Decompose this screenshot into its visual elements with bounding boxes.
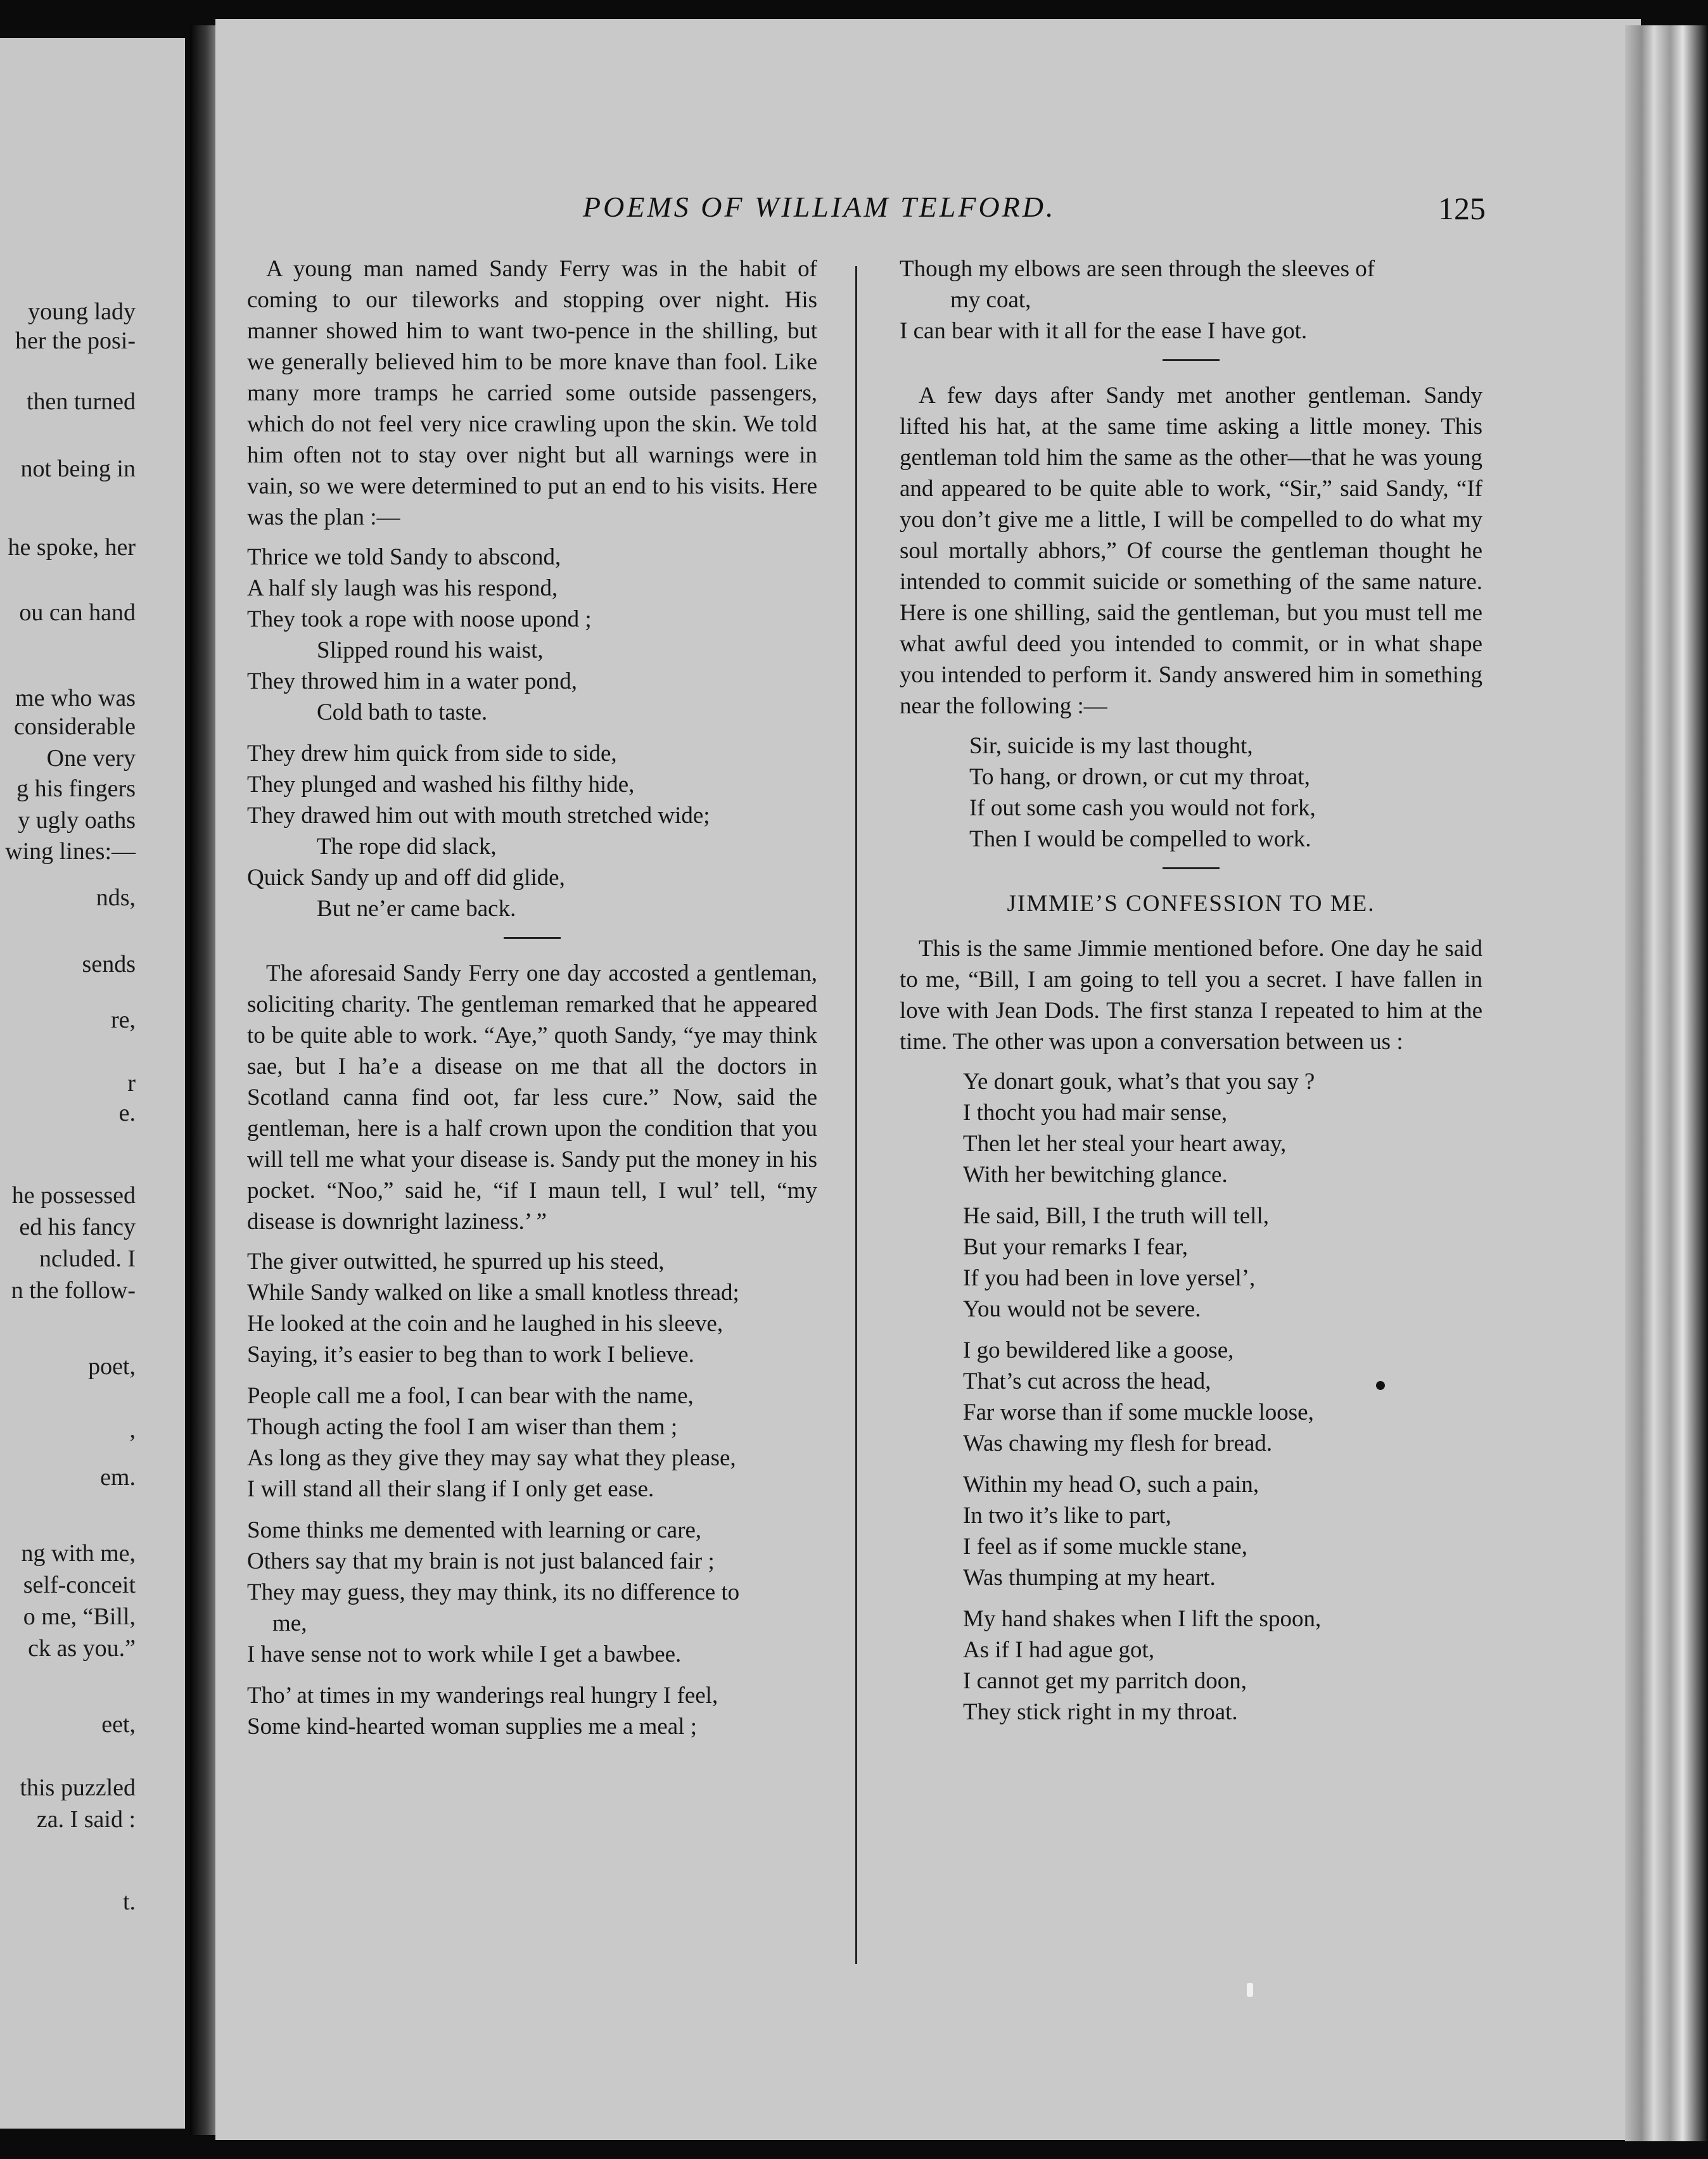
verse-line: I feel as if some muckle stane,: [963, 1534, 1247, 1560]
page-number: 125: [1438, 191, 1486, 226]
paragraph: A young man named Sandy Ferry was in the habit of coming to our tileworks and stopping over night. His manner showed him to want two-pence in the shilling, but we generally believed him to be more knave than fool. Like many more tramps he carried some outside passengers, which do not feel very nice crawling upon the skin. We told him often not to stay over night but all warnings were in vain, so we were determined to put an end to his visits. Here was the plan :—: [247, 256, 817, 530]
facing-page-fragment: o me, “Bill,: [23, 1603, 136, 1630]
verse-line: They took a rope with noose upond ;: [247, 606, 592, 632]
verse-line: Some kind-hearted woman supplies me a meal ;: [247, 1714, 698, 1740]
right-column: [900, 253, 1482, 1738]
verse-line: I go bewildered like a goose,: [963, 1337, 1234, 1363]
facing-page-fragment: One very: [46, 745, 136, 772]
verse-stanza: [900, 1335, 1482, 1459]
verse-line: I have sense not to work while I get a bawbee.: [247, 1641, 682, 1667]
verse-line: As if I had ague got,: [963, 1637, 1155, 1663]
page-stack-edge: [1625, 25, 1707, 2141]
verse-line: my coat,: [950, 287, 1031, 313]
verse-line: Others say that my brain is not just balanced fair ;: [247, 1548, 715, 1574]
verse-line: As long as they give they may say what they please,: [247, 1445, 736, 1471]
column-divider: [855, 266, 857, 1964]
verse-stanza: [247, 1246, 817, 1370]
paragraph: This is the same Jimmie mentioned before. One day he said to me, “Bill, I am going to tell you a secret. I have fallen in love with Jean Dods. The first stanza I repeated to him at the time. The other was upon a conversation between us :: [900, 936, 1482, 1055]
verse-line: My hand shakes when I lift the spoon,: [963, 1606, 1322, 1632]
verse-line: Cold bath to taste.: [317, 699, 488, 725]
facing-page-fragment: nds,: [96, 884, 136, 911]
book-gutter: [190, 25, 217, 2135]
verse-stanza: [247, 542, 817, 728]
verse-line: I can bear with it all for the ease I have got.: [900, 318, 1308, 344]
facing-page-fragment: r: [127, 1070, 136, 1097]
verse-line: I will stand all their slang if I only get ease.: [247, 1476, 654, 1502]
verse-line: Ye donart gouk, what’s that you say ?: [963, 1069, 1315, 1095]
verse-stanza: [900, 253, 1482, 347]
section-divider: [1163, 359, 1220, 361]
facing-page-fragment: t.: [122, 1888, 136, 1915]
verse-line: Saying, it’s easier to beg than to work I believe.: [247, 1342, 694, 1368]
verse-line: That’s cut across the head,: [963, 1368, 1211, 1394]
facing-page-fragment: poet,: [88, 1353, 136, 1380]
ink-speck: [1376, 1381, 1385, 1390]
verse-line: Sir, suicide is my last thought,: [969, 733, 1253, 759]
facing-page-fragment: ng with me,: [21, 1540, 136, 1567]
verse-line: He said, Bill, I the truth will tell,: [963, 1203, 1269, 1229]
verse-stanza: [900, 730, 1482, 855]
facing-page-fragment: wing lines:—: [5, 838, 136, 865]
verse-stanza: [900, 1201, 1482, 1325]
facing-page-fragment: ncluded. I: [39, 1245, 136, 1272]
verse-line: They stick right in my throat.: [963, 1699, 1238, 1725]
paragraph: A few days after Sandy met another gentleman. Sandy lifted his hat, at the same time asking a little money. This gentleman told him the same as the other—that he was young and appeared to be quite able to work, “Sir,” said Sandy, “If you don’t give me a little, I will be compelled to do what my soul mortally abhors,” Of course the gentleman thought he intended to commit suicide or something of the same nature. Here is one shilling, said the gentleman, but you must tell me what awful deed you intended to commit, or in what shape you intended to perform it. Sandy answered him in something near the following :—: [900, 383, 1482, 719]
verse-line: They throwed him in a water pond,: [247, 668, 577, 694]
facing-page-fragment: not being in: [20, 455, 136, 482]
left-column: [247, 253, 817, 1752]
facing-page-fragment: her the posi-: [15, 328, 136, 354]
verse-line: Was thumping at my heart.: [963, 1565, 1216, 1591]
verse-line: They drawed him out with mouth stretched wide;: [247, 803, 710, 829]
verse-line: With her bewitching glance.: [963, 1162, 1228, 1188]
facing-page-fragment: em.: [100, 1464, 136, 1491]
facing-page-fragment: re,: [110, 1007, 136, 1033]
verse-line: Far worse than if some muckle loose,: [963, 1399, 1314, 1425]
verse-line: In two it’s like to part,: [963, 1503, 1171, 1529]
verse-line: To hang, or drown, or cut my throat,: [969, 764, 1310, 790]
verse-stanza: [247, 738, 817, 924]
facing-page-fragment: young lady: [28, 298, 136, 325]
verse-line: A half sly laugh was his respond,: [247, 575, 558, 601]
section-divider: [504, 937, 561, 939]
verse-line: He looked at the coin and he laughed in his sleeve,: [247, 1311, 723, 1337]
facing-page-fragment: ou can hand: [19, 599, 136, 626]
verse-stanza: [900, 1469, 1482, 1593]
verse-line: You would not be severe.: [963, 1296, 1201, 1322]
facing-page-fragment: self-conceit: [23, 1572, 136, 1598]
verse-line: Then let her steal your heart away,: [963, 1131, 1287, 1157]
verse-line: But your remarks I fear,: [963, 1234, 1189, 1260]
facing-page-fragment: considerable: [13, 713, 136, 740]
facing-page-fragment: eet,: [101, 1711, 136, 1738]
verse-line: I cannot get my parritch doon,: [963, 1668, 1247, 1694]
verse-line: The giver outwitted, he spurred up his steed,: [247, 1249, 665, 1275]
facing-page-fragment: he spoke, her: [8, 534, 136, 561]
verse-line: Though acting the fool I am wiser than them ;: [247, 1414, 678, 1440]
verse-stanza: [247, 1380, 817, 1505]
verse-line: People call me a fool, I can bear with the name,: [247, 1383, 694, 1409]
verse-line: Within my head O, such a pain,: [963, 1472, 1259, 1498]
verse-line: They may guess, they may think, its no difference to: [247, 1579, 740, 1605]
verse-stanza: [247, 1680, 817, 1742]
facing-page-fragment: g his fingers: [16, 775, 136, 802]
verse-stanza: [900, 1603, 1482, 1728]
verse-line: Quick Sandy up and off did glide,: [247, 865, 565, 891]
facing-page-fragment: sends: [82, 951, 136, 978]
facing-page-fragment: ed his fancy: [19, 1214, 136, 1240]
facing-page-fragment: he possessed: [11, 1182, 136, 1209]
verse-line: While Sandy walked on like a small knotless thread;: [247, 1280, 739, 1306]
verse-line: me,: [272, 1610, 307, 1636]
paper-blemish: [1247, 1983, 1253, 1997]
verse-line: Then I would be compelled to work.: [969, 826, 1311, 852]
facing-page: [0, 38, 185, 2129]
verse-line: But ne’er came back.: [317, 896, 516, 922]
facing-page-fragment: ck as you.”: [28, 1635, 136, 1662]
verse-line: If out some cash you would not fork,: [969, 795, 1316, 821]
section-divider: [1163, 867, 1220, 869]
section-heading: JIMMIE’S CONFESSION TO ME.: [1007, 891, 1375, 917]
verse-line: Some thinks me demented with learning or care,: [247, 1517, 702, 1543]
verse-stanza: [900, 1066, 1482, 1190]
paragraph: The aforesaid Sandy Ferry one day accosted a gentleman, soliciting charity. The gentleman remarked that he appeared to be quite able to work. “Aye,” quoth Sandy, “ye may think sae, but I ha’e a disease on me that all the doctors in Scotland canna find oot, far less cure.” Now, said the gentleman, here is a half crown upon the condition that you will tell me what your disease is. Sandy put the money in his pocket. “Noo,” said he, “if I maun tell, I wul’ tell, “my disease is downright laziness.’ ”: [247, 960, 817, 1235]
facing-page-fragment: e.: [118, 1100, 136, 1126]
verse-line: If you had been in love yersel’,: [963, 1265, 1256, 1291]
facing-page-fragment: ,: [129, 1417, 136, 1443]
facing-page-fragment: za. I said :: [36, 1806, 136, 1833]
verse-line: Though my elbows are seen through the sleeves of: [900, 256, 1375, 282]
verse-line: They plunged and washed his filthy hide,: [247, 772, 635, 798]
verse-line: Slipped round his waist,: [317, 637, 544, 663]
verse-line: The rope did slack,: [317, 834, 497, 860]
verse-line: Tho’ at times in my wanderings real hungry I feel,: [247, 1683, 718, 1709]
facing-page-fragment: y ugly oaths: [18, 807, 136, 834]
verse-line: Thrice we told Sandy to abscond,: [247, 544, 561, 570]
verse-line: I thocht you had mair sense,: [963, 1100, 1228, 1126]
facing-page-fragment: then turned: [26, 388, 136, 415]
facing-page-fragment: this puzzled: [20, 1774, 136, 1801]
running-head: POEMS OF WILLIAM TELFORD.: [583, 191, 1056, 223]
facing-page-fragment: n the follow-: [11, 1277, 136, 1304]
verse-line: Was chawing my flesh for bread.: [963, 1430, 1273, 1456]
verse-stanza: [247, 1515, 817, 1670]
verse-line: They drew him quick from side to side,: [247, 741, 617, 767]
facing-page-fragment: me who was: [15, 685, 136, 711]
